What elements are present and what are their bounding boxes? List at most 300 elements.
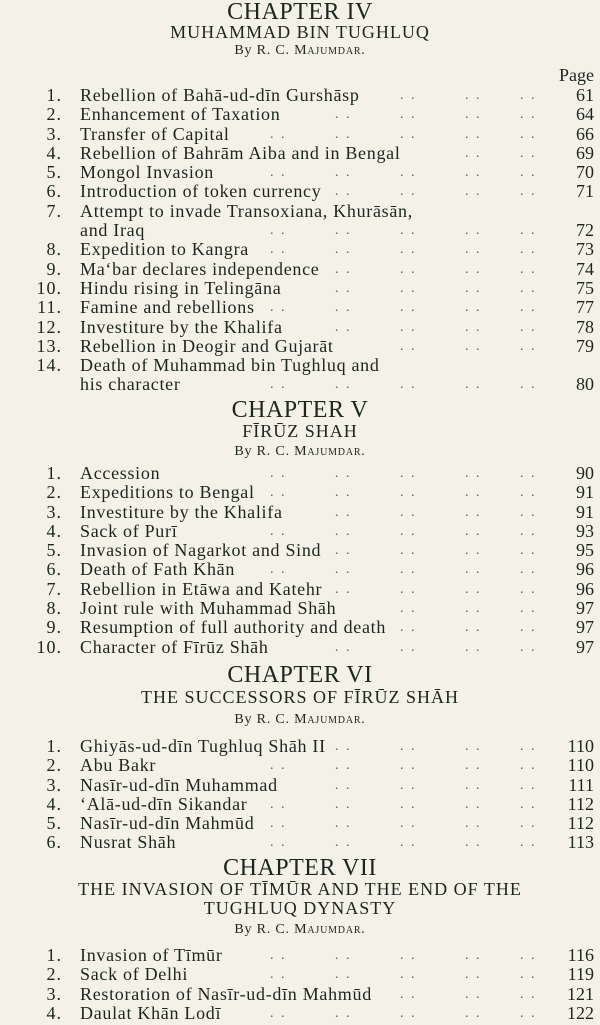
toc-entry[interactable]	[0, 580, 600, 599]
leader-dots: . .	[400, 242, 417, 258]
leader-dots: . .	[465, 1005, 482, 1021]
leader-dots: . .	[270, 165, 287, 181]
leader-dots: . .	[270, 967, 287, 983]
chapter-title: THE SUCCESSORS OF FĪRŪZ SHĀH	[140, 687, 460, 707]
toc-entry[interactable]	[0, 163, 600, 182]
leader-dots: . .	[400, 739, 417, 754]
leader-dots: . .	[335, 777, 352, 793]
entry-page-number: 122	[567, 1002, 594, 1023]
entry-page-number: 97	[576, 636, 594, 657]
leader-dots: . .	[335, 758, 352, 774]
leader-dots: . .	[400, 300, 417, 316]
by-label: By	[234, 444, 253, 459]
entry-title[interactable]: and Iraq	[80, 220, 146, 241]
leader-dots: . .	[520, 796, 537, 812]
contents-list	[0, 946, 600, 1023]
leader-dots: . .	[335, 242, 352, 258]
leader-dots: . .	[520, 523, 537, 539]
leader-dots: . .	[465, 261, 482, 277]
leader-dots: . .	[520, 88, 537, 103]
entry-number: 3.	[46, 123, 62, 144]
toc-entry[interactable]	[0, 298, 600, 317]
entry-title[interactable]: Joint rule with Muhammad Shāh	[80, 598, 337, 619]
leader-dots: . .	[335, 280, 352, 296]
leader-dots: . .	[400, 377, 417, 393]
leader-dots: . .	[400, 948, 417, 963]
toc-entry[interactable]	[0, 618, 600, 637]
leader-dots: . .	[520, 543, 537, 559]
leader-dots: . .	[465, 88, 482, 103]
entry-page-number: 116	[567, 945, 594, 965]
leader-dots: . .	[335, 377, 352, 393]
toc-entry[interactable]	[0, 503, 600, 522]
leader-dots: . .	[520, 620, 537, 636]
leader-dots: . .	[465, 758, 482, 774]
entry-page-number: 110	[567, 736, 594, 756]
entry-number: 11.	[37, 297, 62, 318]
toc-entry[interactable]	[0, 337, 600, 356]
entry-page-number: 112	[567, 793, 594, 814]
entry-title[interactable]: Death of Muhammad bin Tughluq and	[80, 355, 380, 376]
entry-page-number: 112	[567, 813, 594, 834]
chapter-title: MUHAMMAD BIN TUGHLUQ	[170, 22, 430, 42]
entry-number: 10.	[36, 277, 62, 298]
leader-dots: . .	[270, 523, 287, 539]
chapter-title: TUGHLUQ DYNASTY	[203, 898, 397, 918]
entry-title[interactable]: Resumption of full authority and death	[80, 617, 387, 638]
leader-dots: . .	[270, 126, 287, 142]
entry-title[interactable]: Sack of Delhi	[80, 964, 189, 985]
leader-dots: . .	[465, 126, 482, 142]
contents-list	[0, 464, 600, 657]
entry-page-number: 96	[576, 559, 594, 580]
entry-number: 1.	[46, 736, 62, 756]
by-label: By	[234, 712, 253, 727]
entry-number: 14.	[36, 355, 62, 376]
toc-entry[interactable]	[0, 737, 600, 756]
entry-page-number: 91	[576, 501, 594, 522]
entry-page-number: 70	[576, 162, 594, 183]
contents-list	[0, 737, 600, 853]
entry-title[interactable]: Sack of Purī	[80, 520, 178, 541]
entry-number: 7.	[46, 578, 62, 599]
leader-dots: . .	[520, 485, 537, 501]
by-label: By	[234, 43, 253, 58]
entry-page-number: 71	[576, 181, 594, 202]
toc-entry[interactable]	[0, 318, 600, 337]
leader-dots: . .	[335, 466, 352, 481]
toc-entry[interactable]	[0, 756, 600, 775]
leader-dots: . .	[400, 639, 417, 655]
leader-dots: . .	[335, 184, 352, 200]
toc-entry[interactable]	[0, 985, 600, 1004]
entry-number: 9.	[46, 258, 62, 279]
chapter-heading: CHAPTER V	[231, 397, 369, 423]
entry-page-number: 93	[576, 520, 594, 541]
entry-title[interactable]: Mongol Invasion	[80, 162, 214, 183]
leader-dots: . .	[400, 485, 417, 501]
leader-dots: . .	[465, 543, 482, 559]
leader-dots: . .	[400, 126, 417, 142]
leader-dots: . .	[400, 223, 417, 239]
entry-title[interactable]: Enhancement of Taxation	[80, 104, 281, 125]
leader-dots: . .	[400, 758, 417, 774]
entry-number: 12.	[36, 316, 62, 337]
leader-dots: . .	[465, 504, 482, 520]
leader-dots: . .	[520, 466, 537, 481]
author-name: R. C. Majumdar.	[256, 712, 366, 727]
entry-title[interactable]: Nasīr-ud-dīn Mahmūd	[80, 813, 255, 834]
toc-entry[interactable]	[0, 182, 600, 201]
leader-dots: . .	[400, 165, 417, 181]
entry-title[interactable]: Famine and rebellions	[80, 297, 255, 318]
leader-dots: . .	[400, 620, 417, 636]
entry-page-number: 95	[576, 540, 594, 561]
leader-dots: . .	[465, 601, 482, 617]
toc-entry[interactable]	[0, 260, 600, 279]
entry-number: 3.	[46, 983, 62, 1004]
entry-number: 5.	[46, 162, 62, 183]
leader-dots: . .	[520, 223, 537, 239]
entry-page-number: 79	[576, 335, 594, 356]
leader-dots: . .	[335, 319, 352, 335]
leader-dots: . .	[520, 184, 537, 200]
leader-dots: . .	[400, 543, 417, 559]
entry-page-number: 74	[576, 258, 594, 279]
leader-dots: . .	[400, 319, 417, 335]
leader-dots: . .	[335, 504, 352, 520]
leader-dots: . .	[335, 1005, 352, 1021]
entry-number: 8.	[46, 239, 62, 260]
entry-number: 13.	[36, 335, 62, 356]
chapter-author-line	[0, 922, 600, 938]
entry-number: 6.	[46, 181, 62, 202]
entry-page-number: 75	[576, 277, 594, 298]
leader-dots: . .	[465, 319, 482, 335]
toc-entry[interactable]	[0, 202, 600, 221]
entry-number: 5.	[46, 813, 62, 834]
entry-number: 4.	[46, 793, 62, 814]
entry-title[interactable]: ‘Alā-ud-dīn Sikandar	[80, 793, 248, 814]
entry-number: 6.	[46, 559, 62, 580]
leader-dots: . .	[465, 523, 482, 539]
toc-entry[interactable]	[0, 86, 600, 105]
leader-dots: . .	[400, 280, 417, 296]
leader-dots: . .	[335, 581, 352, 597]
leader-dots: . .	[335, 165, 352, 181]
entry-title[interactable]: Expeditions to Bengal	[80, 482, 255, 503]
leader-dots: . .	[335, 223, 352, 239]
entry-title[interactable]: Ghiyās-ud-dīn Tughluq Shāh II	[80, 736, 326, 756]
entry-title[interactable]: Character of Fīrūz Shāh	[80, 636, 269, 657]
entry-page-number: 111	[568, 774, 594, 795]
leader-dots: . .	[520, 777, 537, 793]
toc-entry[interactable]	[0, 221, 600, 240]
leader-dots: . .	[465, 300, 482, 316]
author-name: R. C. Majumdar.	[256, 922, 366, 937]
leader-dots: . .	[400, 107, 417, 123]
entry-title[interactable]: Attempt to invade Transoxiana, Khurāsān,	[80, 200, 413, 221]
toc-entry[interactable]	[0, 464, 600, 483]
entry-page-number: 113	[567, 832, 594, 853]
entry-title[interactable]: Rebellion of Bahā-ud-dīn Gurshāsp	[80, 85, 360, 105]
leader-dots: . .	[335, 485, 352, 501]
entry-number: 9.	[46, 617, 62, 638]
leader-dots: . .	[465, 338, 482, 354]
leader-dots: . .	[520, 504, 537, 520]
entry-title[interactable]: Nusrat Shāh	[80, 832, 177, 853]
entry-page-number: 97	[576, 617, 594, 638]
toc-entry[interactable]	[0, 795, 600, 814]
entry-page-number: 97	[576, 598, 594, 619]
by-label: By	[234, 922, 253, 937]
leader-dots: . .	[335, 948, 352, 963]
toc-entry[interactable]	[0, 776, 600, 795]
leader-dots: . .	[400, 338, 417, 354]
leader-dots: . .	[335, 739, 352, 754]
leader-dots: . .	[270, 948, 287, 963]
leader-dots: . .	[520, 145, 537, 161]
leader-dots: . .	[520, 758, 537, 774]
leader-dots: . .	[270, 758, 287, 774]
leader-dots: . .	[520, 835, 537, 851]
toc-entry[interactable]	[0, 240, 600, 259]
leader-dots: . .	[520, 562, 537, 578]
toc-entry[interactable]	[0, 965, 600, 984]
entry-page-number: 64	[576, 104, 594, 125]
entry-title[interactable]: Investiture by the Khalifa	[80, 501, 283, 522]
entry-number: 4.	[46, 142, 62, 163]
toc-entry[interactable]	[0, 483, 600, 502]
leader-dots: . .	[520, 107, 537, 123]
leader-dots: . .	[520, 126, 537, 142]
entry-title[interactable]: Introduction of token currency	[80, 181, 322, 202]
leader-dots: . .	[520, 816, 537, 832]
toc-entry[interactable]	[0, 356, 600, 375]
leader-dots: . .	[270, 377, 287, 393]
entry-page-number: 66	[576, 123, 594, 144]
chapter-title: THE INVASION OF TĪMŪR AND THE END OF THE	[78, 879, 522, 899]
entry-title[interactable]: Abu Bakr	[80, 755, 157, 776]
leader-dots: . .	[465, 145, 482, 161]
chapter-heading: CHAPTER IV	[227, 0, 373, 25]
author-name: R. C. Majumdar.	[256, 43, 366, 58]
leader-dots: . .	[465, 948, 482, 963]
leader-dots: . .	[335, 562, 352, 578]
leader-dots: . .	[335, 639, 352, 655]
leader-dots: . .	[465, 107, 482, 123]
leader-dots: . .	[400, 261, 417, 277]
leader-dots: . .	[270, 562, 287, 578]
leader-dots: . .	[465, 165, 482, 181]
chapter-author-line	[0, 43, 600, 59]
chapter-author-line	[0, 712, 600, 728]
leader-dots: . .	[400, 562, 417, 578]
entry-title[interactable]: Restoration of Nasīr-ud-dīn Mahmūd	[80, 983, 372, 1004]
entry-page-number: 110	[567, 755, 594, 776]
leader-dots: . .	[465, 986, 482, 1002]
leader-dots: . .	[465, 739, 482, 754]
leader-dots: . .	[335, 126, 352, 142]
leader-dots: . .	[465, 639, 482, 655]
entry-number: 7.	[46, 200, 62, 221]
leader-dots: . .	[520, 581, 537, 597]
entry-title[interactable]: Hindu rising in Telingāna	[80, 277, 282, 298]
entry-title[interactable]: Investiture by the Khalifa	[80, 316, 283, 337]
leader-dots: . .	[520, 338, 537, 354]
chapter-heading: CHAPTER VI	[227, 662, 373, 688]
toc-entry[interactable]	[0, 541, 600, 560]
toc-entry[interactable]	[0, 638, 600, 657]
entry-number: 2.	[46, 104, 62, 125]
leader-dots: . .	[520, 986, 537, 1002]
leader-dots: . .	[520, 739, 537, 754]
entry-number: 4.	[46, 1002, 62, 1023]
toc-entry[interactable]	[0, 946, 600, 965]
leader-dots: . .	[335, 261, 352, 277]
page-column-header: Page	[559, 65, 594, 85]
chapter-heading: CHAPTER VII	[223, 855, 377, 881]
leader-dots: . .	[520, 948, 537, 963]
leader-dots: . .	[335, 300, 352, 316]
leader-dots: . .	[465, 242, 482, 258]
leader-dots: . .	[400, 1005, 417, 1021]
entry-page-number: 61	[576, 85, 594, 105]
toc-entry[interactable]	[0, 833, 600, 852]
leader-dots: . .	[520, 377, 537, 393]
entry-page-number: 91	[576, 482, 594, 503]
entry-number: 6.	[46, 832, 62, 853]
entry-number: 2.	[46, 482, 62, 503]
leader-dots: . .	[400, 581, 417, 597]
toc-entry[interactable]	[0, 125, 600, 144]
entry-page-number: 69	[576, 142, 594, 163]
entry-title[interactable]: Daulat Khān Lodī	[80, 1002, 222, 1023]
entry-number: 2.	[46, 755, 62, 776]
entry-title[interactable]: Ma‘bar declares independence	[80, 258, 320, 279]
leader-dots: . .	[335, 543, 352, 559]
leader-dots: . .	[465, 967, 482, 983]
entry-number: 3.	[46, 774, 62, 795]
entry-title[interactable]: his character	[80, 374, 181, 395]
chapter-title: FĪRŪZ SHAH	[242, 421, 358, 441]
leader-dots: . .	[465, 581, 482, 597]
leader-dots: . .	[465, 835, 482, 851]
leader-dots: . .	[465, 466, 482, 481]
entry-page-number: 72	[576, 220, 594, 241]
leader-dots: . .	[465, 485, 482, 501]
leader-dots: . .	[400, 835, 417, 851]
entry-number: 4.	[46, 520, 62, 541]
chapter-author-line	[0, 444, 600, 460]
leader-dots: . .	[270, 1005, 287, 1021]
leader-dots: . .	[400, 601, 417, 617]
entry-page-number: 119	[567, 964, 594, 985]
leader-dots: . .	[520, 242, 537, 258]
leader-dots: . .	[400, 986, 417, 1002]
leader-dots: . .	[465, 562, 482, 578]
leader-dots: . .	[270, 466, 287, 481]
entry-page-number: 90	[576, 463, 594, 483]
toc-entry[interactable]	[0, 599, 600, 618]
leader-dots: . .	[465, 777, 482, 793]
leader-dots: . .	[520, 601, 537, 617]
leader-dots: . .	[400, 504, 417, 520]
entry-number: 1.	[46, 85, 62, 105]
author-name: R. C. Majumdar.	[256, 444, 366, 459]
leader-dots: . .	[400, 466, 417, 481]
leader-dots: . .	[400, 523, 417, 539]
entry-number: 8.	[46, 598, 62, 619]
leader-dots: . .	[465, 223, 482, 239]
leader-dots: . .	[270, 242, 287, 258]
leader-dots: . .	[465, 184, 482, 200]
leader-dots: . .	[335, 967, 352, 983]
entry-title[interactable]: Rebellion of Bahrām Aiba and in Bengal	[80, 142, 401, 163]
entry-title[interactable]: Accession	[80, 463, 161, 483]
entry-title[interactable]: Invasion of Tīmūr	[80, 945, 223, 965]
toc-entry[interactable]	[0, 522, 600, 541]
entry-number: 3.	[46, 501, 62, 522]
contents-list	[0, 86, 600, 395]
entry-title[interactable]: Rebellion in Deogir and Gujarāt	[80, 335, 334, 356]
leader-dots: . .	[400, 967, 417, 983]
entry-title[interactable]: Rebellion in Etāwa and Katehr	[80, 578, 323, 599]
leader-dots: . .	[520, 300, 537, 316]
leader-dots: . .	[520, 261, 537, 277]
entry-number: 10.	[36, 636, 62, 657]
entry-title[interactable]: Nasīr-ud-dīn Muhammad	[80, 774, 278, 795]
leader-dots: . .	[520, 165, 537, 181]
entry-title[interactable]: Death of Fath Khān	[80, 559, 236, 580]
toc-entry[interactable]	[0, 1004, 600, 1023]
leader-dots: . .	[400, 184, 417, 200]
leader-dots: . .	[400, 88, 417, 103]
entry-title[interactable]: Expedition to Kangra	[80, 239, 249, 260]
entry-title[interactable]: Invasion of Nagarkot and Sind	[80, 540, 322, 561]
toc-entry[interactable]	[0, 144, 600, 163]
leader-dots: . .	[270, 223, 287, 239]
entry-page-number: 80	[576, 374, 594, 395]
toc-entry[interactable]	[0, 814, 600, 833]
leader-dots: . .	[520, 639, 537, 655]
leader-dots: . .	[400, 796, 417, 812]
leader-dots: . .	[270, 816, 287, 832]
leader-dots: . .	[520, 280, 537, 296]
toc-entry[interactable]	[0, 375, 600, 394]
toc-entry[interactable]	[0, 279, 600, 298]
entry-number: 5.	[46, 540, 62, 561]
entry-page-number: 77	[576, 297, 594, 318]
entry-page-number: 121	[567, 983, 594, 1004]
leader-dots: . .	[335, 816, 352, 832]
leader-dots: . .	[465, 796, 482, 812]
leader-dots: . .	[270, 835, 287, 851]
leader-dots: . .	[400, 816, 417, 832]
leader-dots: . .	[465, 377, 482, 393]
leader-dots: . .	[520, 967, 537, 983]
entry-page-number: 78	[576, 316, 594, 337]
toc-entry[interactable]	[0, 105, 600, 124]
leader-dots: . .	[335, 107, 352, 123]
leader-dots: . .	[270, 485, 287, 501]
toc-entry[interactable]	[0, 560, 600, 579]
entry-number: 2.	[46, 964, 62, 985]
leader-dots: . .	[270, 300, 287, 316]
entry-title[interactable]: Transfer of Capital	[80, 123, 230, 144]
leader-dots: . .	[400, 777, 417, 793]
leader-dots: . .	[335, 523, 352, 539]
